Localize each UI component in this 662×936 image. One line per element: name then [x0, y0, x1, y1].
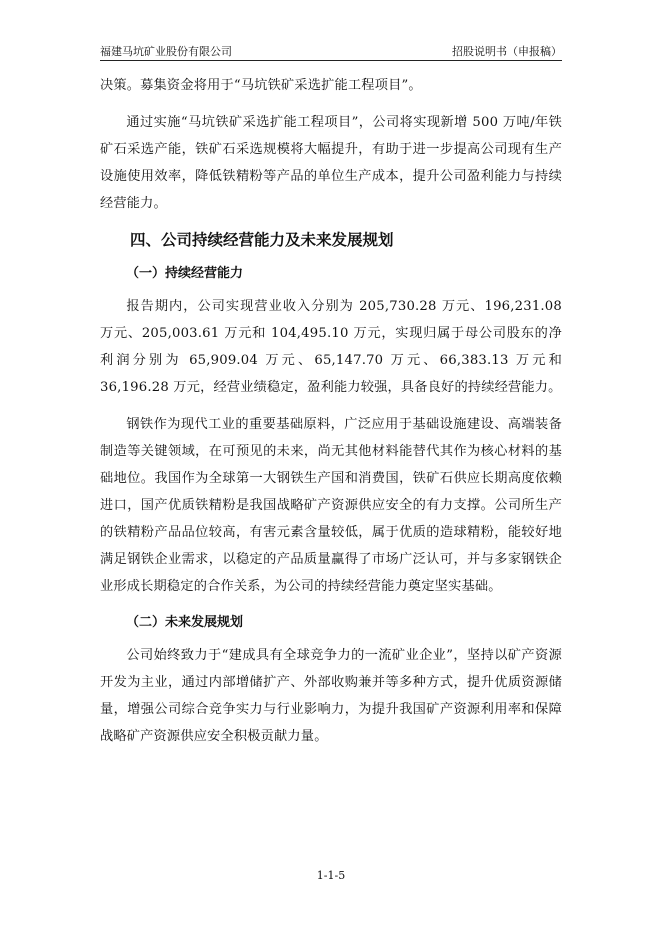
page-header [100, 42, 562, 61]
header-company-name: 福建马坑矿业股份有限公司 [100, 45, 232, 58]
header-document-type: 招股说明书（申报稿） [452, 45, 562, 58]
paragraph-industry: 钢铁作为现代工业的重要基础原料，广泛应用于基础设施建设、高端装备制造等关键领域，在可预见的未来，尚无其他材料能替代其作为核心材料的基础地位。我国作为全球第一大钢铁生产国和消费国，铁矿石供应长期高度依赖进口，国产优质铁精粉是我国战略矿产资源供应安全的有力支撑。公司所生产的铁精粉产品品位较高，有害元素含量较低，属于优质的造球精粉，能较好地满足钢铁企业需求，以稳定的产品质量赢得了市场广泛认可，并与多家钢铁企业形成长期稳定的合作关系，为公司的持续经营能力奠定坚实基础。 [100, 417, 562, 594]
subsection-heading-2: （二）未来发展规划 [126, 615, 244, 630]
paragraph-financials: 报告期内，公司实现营业收入分别为 205,730.28 万元、196,231.08 万元、205,003.61 万元和 104,495.10 万元，实现归属于母公司股东的净利润分别为 65,909.04 万元、65,147.70 万元、66,383.13 万元和 36,196.28 万元，经营业绩稳定，盈利能力较强，具备良好的持续经营能力。 [100, 299, 562, 395]
document-body [100, 72, 562, 760]
page-number: 1-1-5 [316, 869, 346, 882]
paragraph-expansion-project: 通过实施“马坑铁矿采选扩能工程项目”，公司将实现新增 500 万吨/年铁矿石采选产能，铁矿石采选规模将大幅提升，有助于进一步提高公司现有生产设施使用效率，降低铁精粉等产品的单位生产成本，提升公司盈利能力与持续经营能力。 [100, 115, 562, 211]
paragraph-continuation: 决策。募集资金将用于“马坑铁矿采选扩能工程项目”。 [100, 78, 422, 93]
paragraph-future-plan: 公司始终致力于“建成具有全球竞争力的一流矿业企业”，坚持以矿产资源开发为主业，通过内部增储扩产、外部收购兼并等多种方式，提升优质资源储量，增强公司综合竞争实力与行业影响力，为提升我国矿产资源利用率和保障战略矿产资源供应安全积极贡献力量。 [100, 648, 562, 744]
subsection-heading-1: （一）持续经营能力 [126, 266, 244, 281]
section-heading-4: 四、公司持续经营能力及未来发展规划 [130, 231, 394, 249]
